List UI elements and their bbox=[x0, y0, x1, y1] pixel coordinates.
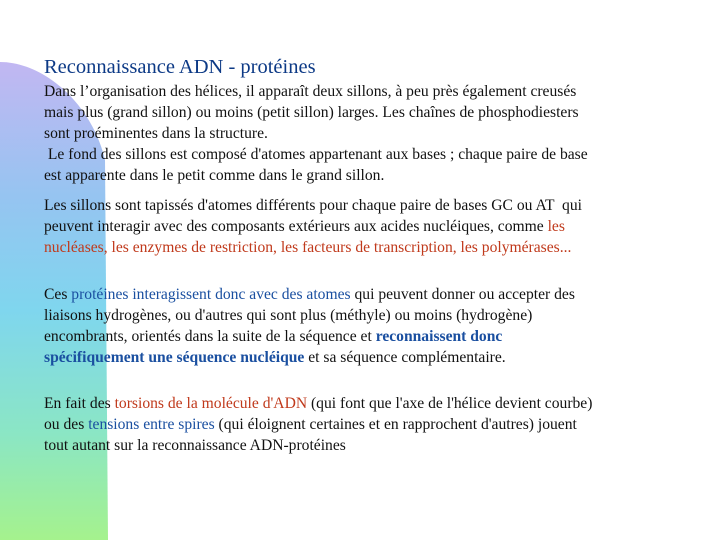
text-line: est apparente dans le petit comme dans le grand sillon. bbox=[44, 167, 385, 184]
paragraph-grooves bbox=[44, 81, 588, 186]
text-segment: qui peuvent donner ou accepter des bbox=[350, 286, 575, 303]
text-segment: et sa séquence complémentaire. bbox=[304, 349, 506, 366]
highlight-red: les bbox=[547, 218, 565, 235]
text-segment: ou des bbox=[44, 416, 89, 433]
highlight-blue-bold: reconnaissent donc bbox=[375, 328, 503, 345]
text-line: mais plus (grand sillon) ou moins (petit sillon) larges. Les chaînes de phosphodiesters bbox=[44, 104, 579, 121]
highlight-blue-bold: spécifiquement une séquence nucléique bbox=[44, 349, 305, 366]
text-line: Le fond des sillons est composé d'atomes appartenant aux bases ; chaque paire de base bbox=[44, 146, 588, 163]
highlight-red: nucléases, les enzymes de restriction, les facteurs de transcription, les polymérases... bbox=[44, 239, 572, 256]
text-segment: (qui éloignent certaines et en rapprochent d'autres) jouent bbox=[214, 416, 577, 433]
text-line bbox=[44, 347, 575, 368]
text-line bbox=[44, 393, 592, 414]
text-segment: Ces bbox=[44, 286, 72, 303]
text-line: sont proéminentes dans la structure. bbox=[44, 125, 268, 142]
text-line: liaisons hydrogènes, ou d'autres qui sont plus (méthyle) ou moins (hydrogène) bbox=[44, 307, 533, 324]
paragraph-groove-atoms bbox=[44, 195, 582, 258]
highlight-blue: tensions entre spires bbox=[88, 416, 215, 433]
text-line bbox=[44, 326, 575, 347]
text-line bbox=[44, 216, 582, 237]
slide-title: Reconnaissance ADN - protéines bbox=[44, 56, 316, 78]
highlight-blue: protéines interagissent donc avec des atomes bbox=[71, 286, 351, 303]
text-segment: (qui font que l'axe de l'hélice devient courbe) bbox=[307, 395, 593, 412]
text-line bbox=[44, 414, 592, 435]
text-segment: encombrants, orientés dans la suite de la séquence et bbox=[44, 328, 376, 345]
text-segment: En fait des bbox=[44, 395, 115, 412]
text-line bbox=[44, 284, 575, 305]
paragraph-proteins bbox=[44, 284, 575, 368]
text-line: Dans l’organisation des hélices, il apparaît deux sillons, à peu près également creusés bbox=[44, 83, 577, 100]
highlight-red: torsions de la molécule d'ADN bbox=[114, 395, 308, 412]
text-line: tout autant sur la reconnaissance ADN-protéines bbox=[44, 437, 346, 454]
text-line: Les sillons sont tapissés d'atomes différents pour chaque paire de bases GC ou AT qui bbox=[44, 197, 582, 214]
text-segment: peuvent interagir avec des composants extérieurs aux acides nucléiques, comme bbox=[44, 218, 548, 235]
paragraph-torsions bbox=[44, 393, 592, 456]
